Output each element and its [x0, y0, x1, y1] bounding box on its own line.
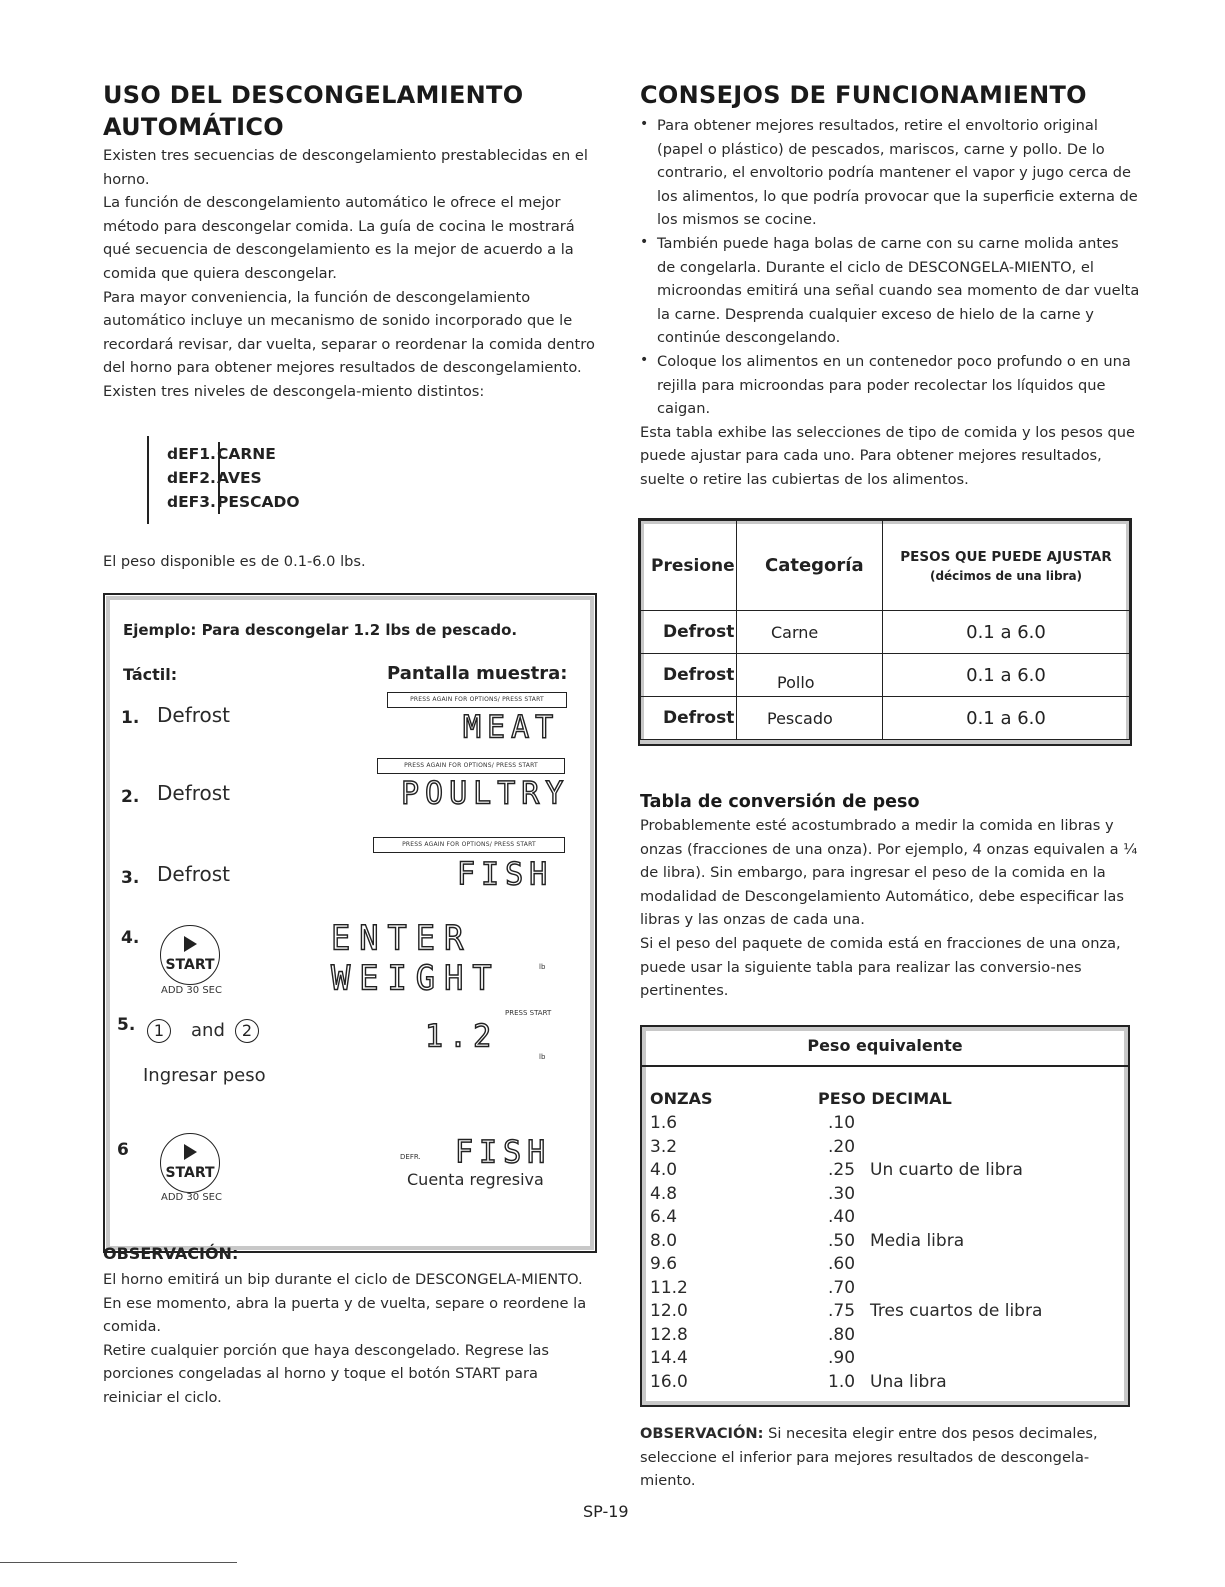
weight-conversion-table — [640, 1025, 1130, 1407]
cell-ounces: 14.4 — [650, 1348, 688, 1368]
lcd-prompt-bar: PRESS AGAIN FOR OPTIONS/ PRESS START — [387, 692, 567, 708]
step-number: 1. — [121, 708, 140, 728]
step-number: 2. — [121, 787, 140, 807]
cell-category: Carne — [737, 611, 883, 654]
start-button — [160, 925, 220, 985]
header-weights-main: PESOS QUE PUEDE AJUSTAR — [900, 548, 1112, 565]
table-row — [642, 1325, 1128, 1349]
table-row — [641, 611, 1130, 654]
number-1-button: 1 — [147, 1019, 171, 1043]
table-row — [642, 1137, 1128, 1161]
header-category: Categoría — [737, 521, 883, 611]
play-icon — [184, 936, 197, 952]
def-codes — [167, 442, 220, 514]
lcd-display: FISH — [457, 856, 554, 893]
table-row — [642, 1113, 1128, 1137]
observation-label: OBSERVACIÓN: — [640, 1425, 764, 1442]
cell-decimal: .40 — [828, 1207, 856, 1227]
add-30-sec-label: ADD 30 SEC — [161, 1192, 222, 1203]
table-header-row — [641, 521, 1130, 611]
def-code: dEF1. — [167, 444, 216, 463]
lcd-display: POULTRY — [401, 775, 570, 812]
table-row — [642, 1231, 1128, 1255]
column-ounces: ONZAS — [650, 1089, 713, 1108]
section-heading-auto-defrost — [103, 80, 598, 142]
page-number: SP-19 — [583, 1502, 629, 1521]
step-number: 6 — [117, 1140, 129, 1160]
def-name: CARNE — [217, 444, 276, 463]
list-item: • Coloque los alimentos en un contenedor poco profundo o en una rejilla para microondas para poder recolectar los líquidos que caigan. — [640, 350, 1140, 421]
table-row — [642, 1301, 1128, 1325]
cell-press: Defrost — [641, 654, 737, 697]
section-heading-tips: CONSEJOS DE FUNCIONAMIENTO — [640, 81, 1087, 109]
observation-left — [103, 1242, 598, 1410]
footer-rule — [0, 1562, 237, 1563]
cell-decimal: .20 — [828, 1136, 856, 1157]
add-30-sec-label: ADD 30 SEC — [161, 985, 222, 996]
cell-decimal: .70 — [828, 1277, 856, 1298]
cell-decimal: .25 — [828, 1160, 856, 1180]
defrost-key: Defrost — [157, 781, 231, 805]
cell-decimal: .80 — [828, 1324, 856, 1345]
cell-decimal: .60 — [828, 1254, 856, 1274]
and-label: and — [191, 1020, 225, 1041]
defrost-category-table — [640, 520, 1130, 740]
cell-ounces: 3.2 — [650, 1136, 678, 1157]
paragraph: Retire cualquier porción que haya descongelado. Regrese las porciones congeladas al horno y toque el botón START para reiniciar el ciclo. — [103, 1341, 550, 1406]
cell-ounces: 1.6 — [650, 1113, 678, 1133]
def-name: PESCADO — [217, 492, 300, 511]
cell-note: Tres cuartos de libra — [870, 1301, 1043, 1321]
weight-range-note: El peso disponible es de 0.1-6.0 lbs. — [103, 552, 366, 570]
press-start-indicator: PRESS START — [505, 1009, 552, 1017]
display-shows-label: Pantalla muestra: — [387, 663, 568, 684]
table-row — [642, 1348, 1128, 1372]
lcd-prompt-bar: PRESS AGAIN FOR OPTIONS/ PRESS START — [377, 758, 565, 774]
cell-decimal: .30 — [828, 1183, 856, 1204]
start-button — [160, 1133, 220, 1193]
table-row — [642, 1254, 1128, 1278]
cell-decimal: .50 — [828, 1230, 856, 1251]
defr-indicator: DEFR. — [400, 1153, 421, 1161]
cell-ounces: 11.2 — [650, 1277, 688, 1298]
def-code: dEF3. — [167, 492, 216, 511]
paragraph: Existen tres secuencias de descongelamiento prestablecidas en el horno. — [103, 147, 588, 188]
touch-label: Táctil: — [123, 665, 178, 684]
lcd-display: 1.2 — [425, 1018, 498, 1055]
cell-note: Un cuarto de libra — [870, 1160, 1023, 1180]
defrost-key: Defrost — [157, 862, 231, 886]
table-row — [642, 1372, 1128, 1396]
cell-ounces: 4.0 — [650, 1160, 678, 1180]
table-row — [642, 1207, 1128, 1231]
right-column — [640, 80, 1140, 492]
table-row — [642, 1184, 1128, 1208]
paragraph: La función de descongelamiento automático le ofrece el mejor método para descongelar comida. La guía de cocina le mostrará qué secuencia de descongelamiento es la mejor de acuerdo a la comida que quiera descongelar. — [103, 194, 575, 282]
play-icon — [184, 1144, 197, 1160]
cell-ounces: 12.8 — [650, 1324, 688, 1345]
list-item: • También puede haga bolas de carne con su carne molida antes de congelarla. Durante el ciclo de DESCONGELA-MIENTO, el microondas emitirá una señal cuando sea momento de dar vuelta la carne. Desprenda cualquier exceso de hielo de la carne y continúe descongelando. — [640, 232, 1140, 350]
column-decimal: PESO DECIMAL — [818, 1089, 952, 1108]
defrost-levels-list — [147, 436, 598, 524]
table-row — [642, 1160, 1128, 1184]
table-row — [641, 654, 1130, 697]
list-item: • Para obtener mejores resultados, retire el envoltorio original (papel o plástico) de pescados, mariscos, carne y pollo. De lo contrario, el envoltorio podría mantener el vapor y jugo cerca de los alimentos, lo que podría provocar que la superficie externa de los mismos se cocine. — [640, 114, 1140, 232]
cell-ounces: 16.0 — [650, 1371, 688, 1392]
defrost-key: Defrost — [157, 703, 231, 727]
start-label: START — [165, 957, 215, 973]
header-weights — [883, 521, 1130, 611]
unit-lb: lb — [539, 1053, 546, 1061]
paragraph: Si el peso del paquete de comida está en fracciones de una onza, puede usar la siguiente tabla para realizar las conversio-nes pertinentes. — [640, 934, 1121, 1000]
cell-ounces: 4.8 — [650, 1183, 678, 1204]
paragraph: Para mayor conveniencia, la función de descongelamiento automático incluye un mecanismo de sonido incorporado que le recordará revisar, dar vuelta, separar o reordenar la comida dentro del horno para obtener mejores resultados de descongelamiento. Existen tres niveles de descongela-miento distintos: — [103, 288, 595, 400]
cell-ounces: 12.0 — [650, 1301, 688, 1321]
cell-decimal: .75 — [828, 1301, 856, 1321]
cell-note: Una libra — [870, 1371, 947, 1392]
paragraph: El horno emitirá un bip durante el ciclo de DESCONGELA-MIENTO. En ese momento, abra la puerta y de vuelta, separe o reordene la comida. — [103, 1271, 587, 1336]
cell-press: Defrost — [641, 611, 737, 654]
cell-ounces: 8.0 — [650, 1230, 678, 1251]
cell-category: Pescado — [737, 697, 883, 740]
left-column — [103, 80, 598, 573]
cell-press: Defrost — [641, 697, 737, 740]
lcd-display: ENTER WEIGHT — [331, 918, 501, 998]
table-intro: Esta tabla exhibe las selecciones de tipo de comida y los pesos que puede ajustar para cada uno. Para obtener mejores resultados, suelte o retire las cubiertas de los alimentos. — [640, 423, 1136, 488]
start-label: START — [165, 1165, 215, 1181]
cell-decimal: .10 — [828, 1113, 856, 1133]
cell-ounces: 9.6 — [650, 1254, 678, 1274]
lcd-display: FISH — [455, 1134, 552, 1171]
example-title: Ejemplo: Para descongelar 1.2 lbs de pescado. — [123, 621, 518, 639]
heading-line-2: AUTOMÁTICO — [103, 113, 285, 141]
lcd-prompt-bar: PRESS AGAIN FOR OPTIONS/ PRESS START — [373, 837, 565, 853]
conversion-heading: Tabla de conversión de peso — [640, 792, 920, 812]
cell-range: 0.1 a 6.0 — [883, 611, 1130, 654]
paragraph: Probablemente esté acostumbrado a medir la comida en libras y onzas (fracciones de una onza). Por ejemplo, 4 onzas equivalen a ¼ de libra). Sin embargo, para ingresar el peso de la comida en la modalidad de Descongelamiento Automático, debe especificar las libras y las onzas de cada una. — [640, 817, 1138, 929]
def-names — [217, 442, 300, 514]
tips-list — [640, 114, 1140, 421]
conversion-table-title: Peso equivalente — [642, 1027, 1128, 1067]
cell-note: Media libra — [870, 1230, 965, 1251]
table-row — [642, 1278, 1128, 1302]
step-number: 3. — [121, 868, 140, 888]
observation-text: Si necesita elegir entre dos pesos decimales, seleccione el inferior para mejores resultados de descongela-miento. — [640, 1425, 1098, 1490]
header-weights-sub: (décimos de una libra) — [929, 568, 1083, 583]
lcd-display: MEAT — [463, 709, 560, 746]
step-number: 5. — [117, 1015, 136, 1035]
table-row — [641, 697, 1130, 740]
observation-title: OBSERVACIÓN: — [103, 1244, 239, 1263]
divider — [147, 436, 149, 524]
example-box — [103, 593, 597, 1253]
cell-range: 0.1 a 6.0 — [883, 654, 1130, 697]
heading-line-1: USO DEL DESCONGELAMIENTO — [103, 81, 524, 109]
cell-range: 0.1 a 6.0 — [883, 697, 1130, 740]
cell-decimal: 1.0 — [828, 1371, 856, 1392]
observation-right — [640, 1422, 1130, 1493]
def-name: AVES — [217, 468, 262, 487]
def-code: dEF2. — [167, 468, 216, 487]
step-number: 4. — [121, 928, 140, 948]
number-2-button: 2 — [235, 1019, 259, 1043]
cell-category: Pollo — [737, 654, 883, 697]
cell-decimal: .90 — [828, 1348, 856, 1368]
unit-lb: lb — [539, 963, 546, 971]
countdown-caption: Cuenta regresiva — [407, 1170, 544, 1189]
header-press: Presione — [641, 521, 737, 611]
conversion-section — [640, 790, 1140, 1003]
enter-weight-caption: Ingresar peso — [143, 1065, 266, 1086]
cell-ounces: 6.4 — [650, 1207, 678, 1227]
